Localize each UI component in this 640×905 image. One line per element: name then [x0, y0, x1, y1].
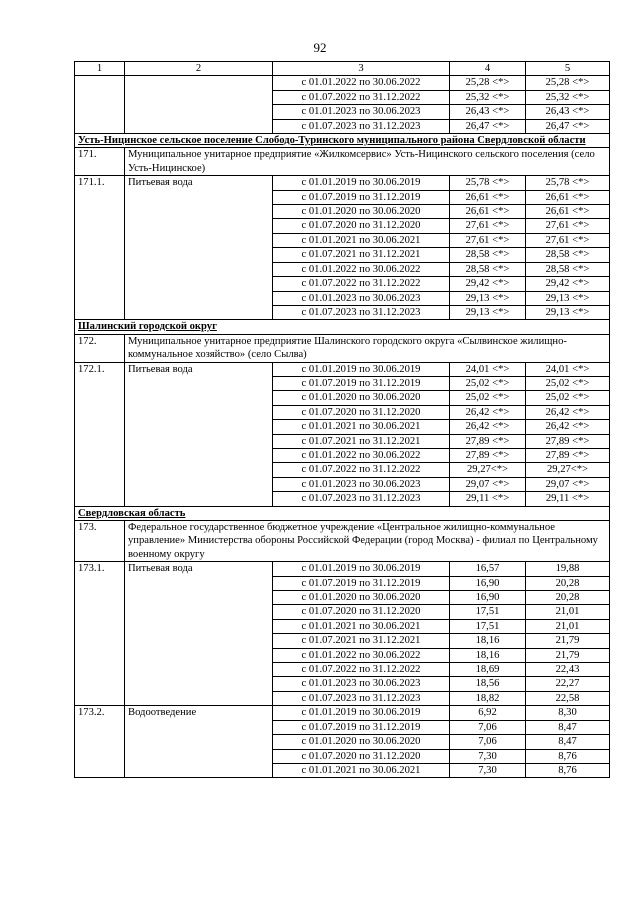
tariff-value-with-vat: 28,58 <*>	[526, 248, 610, 262]
tariff-value-with-vat: 24,01 <*>	[526, 362, 610, 376]
tariff-value-with-vat: 25,32 <*>	[526, 90, 610, 104]
tariff-value: 26,42 <*>	[450, 405, 526, 419]
period-cell: с 01.01.2021 по 30.06.2021	[273, 763, 450, 777]
period-cell: с 01.01.2020 по 30.06.2020	[273, 735, 450, 749]
table-header-row	[75, 62, 610, 76]
tariff-value: 25,02 <*>	[450, 391, 526, 405]
tariff-value-with-vat: 21,01	[526, 619, 610, 633]
period-cell: с 01.07.2019 по 31.12.2019	[273, 720, 450, 734]
organization-row	[75, 521, 610, 562]
section-heading-row	[75, 320, 610, 334]
tariff-value: 25,32 <*>	[450, 90, 526, 104]
tariff-value: 27,89 <*>	[450, 434, 526, 448]
tariff-value: 29,13 <*>	[450, 305, 526, 319]
tariff-value: 7,30	[450, 763, 526, 777]
period-cell: с 01.01.2023 по 30.06.2023	[273, 677, 450, 691]
tariff-value: 26,42 <*>	[450, 420, 526, 434]
service-name	[125, 76, 273, 134]
section-heading-row	[75, 134, 610, 148]
header-cell: 4	[450, 62, 526, 76]
period-cell: с 01.01.2023 по 30.06.2023	[273, 477, 450, 491]
item-number	[75, 76, 125, 134]
tariff-value-with-vat: 29,13 <*>	[526, 305, 610, 319]
tariff-value-with-vat: 27,61 <*>	[526, 233, 610, 247]
item-number: 172.	[75, 334, 125, 362]
table-row	[75, 176, 610, 190]
tariff-value-with-vat: 8,30	[526, 706, 610, 720]
tariff-value: 18,82	[450, 691, 526, 705]
organization-name: Муниципальное унитарное предприятие Шалинского городского округа «Сылвинское жилищно-коммунальное хозяйство» (село Сылва)	[125, 334, 610, 362]
tariff-value-with-vat: 27,89 <*>	[526, 448, 610, 462]
tariff-value-with-vat: 26,42 <*>	[526, 405, 610, 419]
period-cell: с 01.07.2021 по 31.12.2021	[273, 634, 450, 648]
period-cell: с 01.07.2022 по 31.12.2022	[273, 277, 450, 291]
period-cell: с 01.01.2022 по 30.06.2022	[273, 648, 450, 662]
period-cell: с 01.01.2023 по 30.06.2023	[273, 291, 450, 305]
tariff-value-with-vat: 29,11 <*>	[526, 492, 610, 506]
organization-row	[75, 148, 610, 176]
tariff-value-with-vat: 26,47 <*>	[526, 119, 610, 133]
period-cell: с 01.07.2019 по 31.12.2019	[273, 376, 450, 390]
service-name: Питьевая вода	[125, 176, 273, 320]
tariff-value: 29,42 <*>	[450, 277, 526, 291]
period-cell: с 01.07.2022 по 31.12.2022	[273, 90, 450, 104]
tariff-value: 28,58 <*>	[450, 248, 526, 262]
period-cell: с 01.01.2021 по 30.06.2021	[273, 233, 450, 247]
item-number: 173.	[75, 521, 125, 562]
table-row	[75, 706, 610, 720]
item-number: 171.	[75, 148, 125, 176]
table-row	[75, 76, 610, 90]
tariff-value-with-vat: 27,61 <*>	[526, 219, 610, 233]
period-cell: с 01.07.2023 по 31.12.2023	[273, 691, 450, 705]
tariff-value: 7,06	[450, 720, 526, 734]
tariff-value-with-vat: 25,28 <*>	[526, 76, 610, 90]
tariff-value-with-vat: 8,76	[526, 763, 610, 777]
service-name: Водоотведение	[125, 706, 273, 778]
period-cell: с 01.01.2021 по 30.06.2021	[273, 420, 450, 434]
tariff-value: 17,51	[450, 605, 526, 619]
table-row	[75, 562, 610, 576]
item-number: 171.1.	[75, 176, 125, 320]
tariff-value: 29,07 <*>	[450, 477, 526, 491]
period-cell: с 01.01.2020 по 30.06.2020	[273, 391, 450, 405]
header-cell: 3	[273, 62, 450, 76]
tariff-value: 16,90	[450, 591, 526, 605]
tariff-value-with-vat: 29,13 <*>	[526, 291, 610, 305]
tariff-value: 7,30	[450, 749, 526, 763]
tariff-value-with-vat: 25,02 <*>	[526, 391, 610, 405]
organization-name: Муниципальное унитарное предприятие «Жилкомсервис» Усть-Ницинского сельского поселения (село Усть-Ницинское)	[125, 148, 610, 176]
tariff-value-with-vat: 26,43 <*>	[526, 105, 610, 119]
item-number: 173.2.	[75, 706, 125, 778]
tariff-value: 25,02 <*>	[450, 376, 526, 390]
table-row	[75, 362, 610, 376]
tariff-value-with-vat: 20,28	[526, 576, 610, 590]
period-cell: с 01.07.2023 по 31.12.2023	[273, 119, 450, 133]
tariff-value: 25,78 <*>	[450, 176, 526, 190]
tariff-value: 29,13 <*>	[450, 291, 526, 305]
tariff-value-with-vat: 25,78 <*>	[526, 176, 610, 190]
period-cell: с 01.07.2019 по 31.12.2019	[273, 576, 450, 590]
tariff-value: 25,28 <*>	[450, 76, 526, 90]
tariff-value-with-vat: 25,02 <*>	[526, 376, 610, 390]
tariff-value-with-vat: 22,43	[526, 663, 610, 677]
item-number: 173.1.	[75, 562, 125, 706]
period-cell: с 01.07.2022 по 31.12.2022	[273, 663, 450, 677]
tariff-value-with-vat: 29,27<*>	[526, 463, 610, 477]
tariff-value: 16,90	[450, 576, 526, 590]
period-cell: с 01.07.2020 по 31.12.2020	[273, 749, 450, 763]
tariff-value: 18,56	[450, 677, 526, 691]
period-cell: с 01.01.2019 по 30.06.2019	[273, 562, 450, 576]
period-cell: с 01.07.2019 по 31.12.2019	[273, 190, 450, 204]
tariff-value-with-vat: 20,28	[526, 591, 610, 605]
tariff-value-with-vat: 21,01	[526, 605, 610, 619]
period-cell: с 01.07.2023 по 31.12.2023	[273, 492, 450, 506]
period-cell: с 01.01.2019 по 30.06.2019	[273, 706, 450, 720]
tariff-value: 6,92	[450, 706, 526, 720]
tariff-table-body	[75, 62, 610, 778]
tariff-value-with-vat: 26,61 <*>	[526, 190, 610, 204]
item-number: 172.1.	[75, 362, 125, 506]
period-cell: с 01.07.2020 по 31.12.2020	[273, 405, 450, 419]
header-cell: 1	[75, 62, 125, 76]
tariff-value-with-vat: 29,07 <*>	[526, 477, 610, 491]
tariff-value-with-vat: 26,61 <*>	[526, 205, 610, 219]
tariff-value: 16,57	[450, 562, 526, 576]
tariff-value: 29,11 <*>	[450, 492, 526, 506]
period-cell: с 01.01.2021 по 30.06.2021	[273, 619, 450, 633]
tariff-value-with-vat: 27,89 <*>	[526, 434, 610, 448]
tariff-value: 26,43 <*>	[450, 105, 526, 119]
tariff-value: 18,69	[450, 663, 526, 677]
section-heading: Шалинский городской округ	[75, 320, 610, 334]
period-cell: с 01.01.2019 по 30.06.2019	[273, 362, 450, 376]
organization-row	[75, 334, 610, 362]
section-heading: Свердловская область	[75, 506, 610, 520]
period-cell: с 01.07.2020 по 31.12.2020	[273, 219, 450, 233]
period-cell: с 01.01.2020 по 30.06.2020	[273, 205, 450, 219]
tariff-value: 7,06	[450, 735, 526, 749]
period-cell: с 01.01.2022 по 30.06.2022	[273, 76, 450, 90]
tariff-value-with-vat: 22,27	[526, 677, 610, 691]
tariff-value-with-vat: 26,42 <*>	[526, 420, 610, 434]
tariff-value-with-vat: 8,47	[526, 735, 610, 749]
tariff-value: 18,16	[450, 648, 526, 662]
tariff-value-with-vat: 28,58 <*>	[526, 262, 610, 276]
period-cell: с 01.01.2019 по 30.06.2019	[273, 176, 450, 190]
tariff-value: 29,27<*>	[450, 463, 526, 477]
period-cell: с 01.07.2021 по 31.12.2021	[273, 248, 450, 262]
organization-name: Федеральное государственное бюджетное учреждение «Центральное жилищно-коммунальное управление» Министерства обороны Российской Федерации (город Москва) - филиал по Центральному военному округу	[125, 521, 610, 562]
period-cell: с 01.07.2020 по 31.12.2020	[273, 605, 450, 619]
period-cell: с 01.01.2020 по 30.06.2020	[273, 591, 450, 605]
tariff-value-with-vat: 22,58	[526, 691, 610, 705]
period-cell: с 01.07.2022 по 31.12.2022	[273, 463, 450, 477]
tariff-value-with-vat: 29,42 <*>	[526, 277, 610, 291]
tariff-value: 27,61 <*>	[450, 233, 526, 247]
section-heading: Усть-Ницинское сельское поселение Слободо-Туринского муниципального района Свердловской области	[75, 134, 610, 148]
period-cell: с 01.01.2023 по 30.06.2023	[273, 105, 450, 119]
tariff-value: 26,61 <*>	[450, 205, 526, 219]
tariff-value-with-vat: 8,76	[526, 749, 610, 763]
page-number: 92	[313, 40, 327, 55]
tariff-value: 28,58 <*>	[450, 262, 526, 276]
tariff-value: 24,01 <*>	[450, 362, 526, 376]
tariff-value-with-vat: 21,79	[526, 648, 610, 662]
period-cell: с 01.01.2022 по 30.06.2022	[273, 448, 450, 462]
period-cell: с 01.07.2021 по 31.12.2021	[273, 434, 450, 448]
header-cell: 2	[125, 62, 273, 76]
tariff-value-with-vat: 19,88	[526, 562, 610, 576]
tariff-value-with-vat: 8,47	[526, 720, 610, 734]
tariff-value-with-vat: 21,79	[526, 634, 610, 648]
section-heading-row	[75, 506, 610, 520]
service-name: Питьевая вода	[125, 562, 273, 706]
service-name: Питьевая вода	[125, 362, 273, 506]
tariff-value: 27,89 <*>	[450, 448, 526, 462]
tariff-value: 18,16	[450, 634, 526, 648]
tariff-value: 26,61 <*>	[450, 190, 526, 204]
tariff-value: 17,51	[450, 619, 526, 633]
header-cell: 5	[526, 62, 610, 76]
period-cell: с 01.07.2023 по 31.12.2023	[273, 305, 450, 319]
tariff-table	[74, 61, 610, 778]
tariff-value: 26,47 <*>	[450, 119, 526, 133]
period-cell: с 01.01.2022 по 30.06.2022	[273, 262, 450, 276]
tariff-value: 27,61 <*>	[450, 219, 526, 233]
